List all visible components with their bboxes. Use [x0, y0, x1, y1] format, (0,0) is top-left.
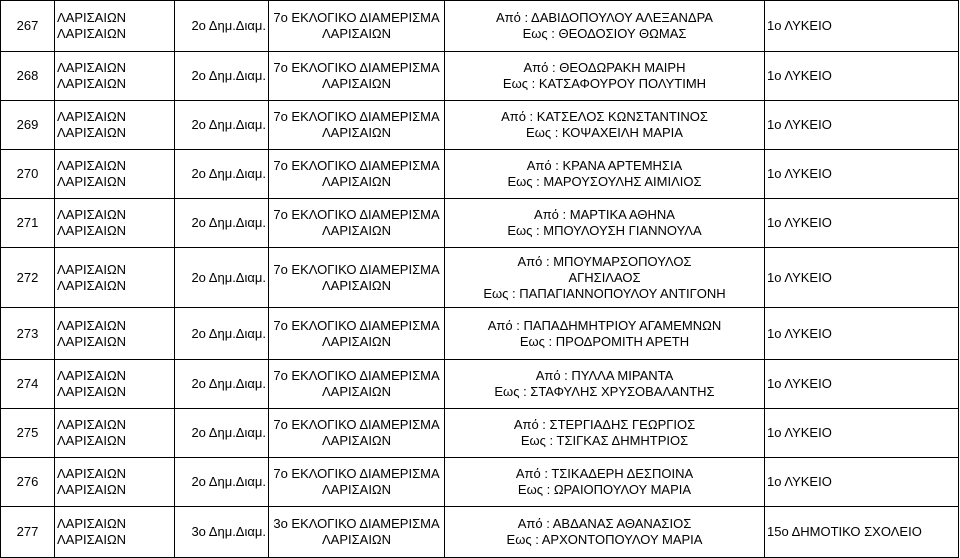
table-row — [1, 507, 959, 558]
municipality-cell — [55, 308, 175, 360]
municipal-unit-cell: 2ο Δημ.Διαμ. — [175, 199, 269, 248]
table-row — [1, 101, 959, 150]
division-line: 7ο ΕΚΛΟΓΙΚΟ ΔΙΑΜΕΡΙΣΜΑ — [273, 317, 440, 333]
range-line: Από : ΣΤΕΡΓΙΑΔΗΣ ΓΕΩΡΓΙΟΣ — [513, 417, 696, 432]
electoral-division-cell — [269, 360, 445, 409]
municipality-line: ΛΑΡΙΣΑΙΩΝ — [57, 109, 127, 124]
polling-place-cell: 15ο ΔΗΜΟΤΙΚΟ ΣΧΟΛΕΙΟ — [765, 507, 959, 558]
division-line: ΛΑΡΙΣΑΙΩΝ — [321, 174, 392, 189]
municipality-cell — [55, 101, 175, 150]
polling-place-cell: 1ο ΛΥΚΕΙΟ — [765, 150, 959, 199]
division-line: 7ο ΕΚΛΟΓΙΚΟ ΔΙΑΜΕΡΙΣΜΑ — [273, 109, 440, 124]
municipal-unit-cell: 2ο Δημ.Διαμ. — [175, 308, 269, 360]
range-line: Από : ΠΥΛΛΑ ΜΙΡΑΝΤΑ — [535, 368, 674, 383]
electoral-division-cell — [269, 101, 445, 150]
polling-place-cell: 1ο ΛΥΚΕΙΟ — [765, 52, 959, 101]
municipality-line: ΛΑΡΙΣΑΙΩΝ — [57, 384, 127, 399]
municipality-cell — [55, 199, 175, 248]
division-line: 7ο ΕΚΛΟΓΙΚΟ ΔΙΑΜΕΡΙΣΜΑ — [273, 10, 440, 25]
table-row — [1, 1, 959, 52]
polling-place-cell: 1ο ΛΥΚΕΙΟ — [765, 409, 959, 458]
division-line: 7ο ΕΚΛΟΓΙΚΟ ΔΙΑΜΕΡΙΣΜΑ — [273, 261, 440, 277]
division-line: 3ο ΕΚΛΟΓΙΚΟ ΔΙΑΜΕΡΙΣΜΑ — [273, 516, 440, 531]
table-row — [1, 409, 959, 458]
municipality-cell — [55, 458, 175, 507]
table-row — [1, 52, 959, 101]
station-number-cell: 275 — [1, 409, 55, 458]
range-line: ΑΓΗΣΙΛΑΟΣ — [568, 269, 641, 285]
municipality-line: ΛΑΡΙΣΑΙΩΝ — [57, 317, 127, 333]
surname-range-cell — [445, 199, 765, 248]
table-row — [1, 199, 959, 248]
table-body — [1, 1, 959, 558]
division-line: ΛΑΡΙΣΑΙΩΝ — [321, 433, 392, 448]
station-number-cell: 271 — [1, 199, 55, 248]
table-row — [1, 308, 959, 360]
range-line: Εως : ΤΣΙΓΚΑΣ ΔΗΜΗΤΡΙΟΣ — [520, 433, 689, 448]
electoral-division-cell — [269, 507, 445, 558]
municipal-unit-cell: 2ο Δημ.Διαμ. — [175, 101, 269, 150]
division-line: ΛΑΡΙΣΑΙΩΝ — [321, 482, 392, 497]
municipality-line: ΛΑΡΙΣΑΙΩΝ — [57, 10, 127, 25]
division-line: ΛΑΡΙΣΑΙΩΝ — [321, 277, 392, 293]
municipality-cell — [55, 248, 175, 308]
station-number-cell: 267 — [1, 1, 55, 52]
range-line: Εως : ΘΕΟΔΟΣΙΟΥ ΘΩΜΑΣ — [522, 26, 687, 41]
station-number-cell: 276 — [1, 458, 55, 507]
municipal-unit-cell: 2ο Δημ.Διαμ. — [175, 150, 269, 199]
municipality-line: ΛΑΡΙΣΑΙΩΝ — [57, 417, 127, 432]
range-line: Από : ΚΡΑΝΑ ΑΡΤΕΜΗΣΙΑ — [526, 158, 683, 173]
polling-place-cell: 1ο ΛΥΚΕΙΟ — [765, 308, 959, 360]
electoral-division-cell — [269, 199, 445, 248]
municipality-line: ΛΑΡΙΣΑΙΩΝ — [57, 532, 127, 547]
surname-range-cell — [445, 507, 765, 558]
polling-place-cell: 1ο ΛΥΚΕΙΟ — [765, 360, 959, 409]
station-number-cell: 268 — [1, 52, 55, 101]
station-number-cell: 274 — [1, 360, 55, 409]
surname-range-cell — [445, 52, 765, 101]
municipality-line: ΛΑΡΙΣΑΙΩΝ — [57, 207, 127, 222]
range-line: Από : ΤΣΙΚΑΔΕΡΗ ΔΕΣΠΟΙΝΑ — [515, 466, 694, 481]
municipality-line: ΛΑΡΙΣΑΙΩΝ — [57, 261, 127, 277]
range-line: Από : ΘΕΟΔΩΡΑΚΗ ΜΑΙΡΗ — [523, 60, 686, 75]
division-line: ΛΑΡΙΣΑΙΩΝ — [321, 125, 392, 140]
division-line: 7ο ΕΚΛΟΓΙΚΟ ΔΙΑΜΕΡΙΣΜΑ — [273, 417, 440, 432]
division-line: 7ο ΕΚΛΟΓΙΚΟ ΔΙΑΜΕΡΙΣΜΑ — [273, 207, 440, 222]
division-line: ΛΑΡΙΣΑΙΩΝ — [321, 26, 392, 41]
station-number-cell: 273 — [1, 308, 55, 360]
division-line: ΛΑΡΙΣΑΙΩΝ — [321, 384, 392, 399]
division-line: 7ο ΕΚΛΟΓΙΚΟ ΔΙΑΜΕΡΙΣΜΑ — [273, 368, 440, 383]
range-line: Εως : ΚΟΨΑΧΕΙΛΗ ΜΑΡΙΑ — [526, 125, 683, 140]
division-line: ΛΑΡΙΣΑΙΩΝ — [321, 76, 392, 91]
division-line: ΛΑΡΙΣΑΙΩΝ — [321, 223, 392, 238]
electoral-division-cell — [269, 308, 445, 360]
polling-place-cell: 1ο ΛΥΚΕΙΟ — [765, 199, 959, 248]
municipality-line: ΛΑΡΙΣΑΙΩΝ — [57, 174, 127, 189]
municipality-line: ΛΑΡΙΣΑΙΩΝ — [57, 482, 127, 497]
municipality-cell — [55, 360, 175, 409]
polling-place-cell: 1ο ΛΥΚΕΙΟ — [765, 101, 959, 150]
municipality-line: ΛΑΡΙΣΑΙΩΝ — [57, 368, 127, 383]
electoral-division-cell — [269, 150, 445, 199]
polling-place-cell: 1ο ΛΥΚΕΙΟ — [765, 248, 959, 308]
municipality-cell — [55, 409, 175, 458]
range-line: Εως : ΩΡΑΙΟΠΟΥΛΟΥ ΜΑΡΙΑ — [517, 482, 692, 497]
station-number-cell: 272 — [1, 248, 55, 308]
electoral-division-cell — [269, 409, 445, 458]
range-line: Εως : ΜΑΡΟΥΣΟΥΛΗΣ ΑΙΜΙΛΙΟΣ — [507, 174, 702, 189]
range-line: Από : ΑΒΔΑΝΑΣ ΑΘΑΝΑΣΙΟΣ — [517, 516, 692, 531]
division-line: 7ο ΕΚΛΟΓΙΚΟ ΔΙΑΜΕΡΙΣΜΑ — [273, 158, 440, 173]
range-line: Εως : ΚΑΤΣΑΦΟΥΡΟΥ ΠΟΛΥΤΙΜΗ — [502, 76, 707, 91]
range-line: Από : ΜΑΡΤΙΚΑ ΑΘΗΝΑ — [534, 207, 675, 222]
range-line: Εως : ΠΑΠΑΓΙΑΝΝΟΠΟΥΛΟΥ ΑΝΤΙΓΟΝΗ — [483, 285, 726, 301]
surname-range-cell — [445, 101, 765, 150]
table-row — [1, 360, 959, 409]
municipality-cell — [55, 150, 175, 199]
range-line: Εως : ΠΡΟΔΡΟΜΙΤΗ ΑΡΕΤΗ — [519, 333, 690, 349]
range-line: Από : ΠΑΠΑΔΗΜΗΤΡΙΟΥ ΑΓΑΜΕΜΝΩΝ — [487, 317, 722, 333]
municipality-line: ΛΑΡΙΣΑΙΩΝ — [57, 516, 127, 531]
range-line: Εως : ΑΡΧΟΝΤΟΠΟΥΛΟΥ ΜΑΡΙΑ — [506, 532, 703, 547]
municipality-line: ΛΑΡΙΣΑΙΩΝ — [57, 223, 127, 238]
municipality-cell — [55, 507, 175, 558]
division-line: ΛΑΡΙΣΑΙΩΝ — [321, 532, 392, 547]
surname-range-cell — [445, 458, 765, 507]
municipal-unit-cell: 2ο Δημ.Διαμ. — [175, 248, 269, 308]
table-row — [1, 248, 959, 308]
electoral-division-cell — [269, 458, 445, 507]
electoral-division-cell — [269, 52, 445, 101]
polling-place-cell: 1ο ΛΥΚΕΙΟ — [765, 458, 959, 507]
surname-range-cell — [445, 409, 765, 458]
station-number-cell: 277 — [1, 507, 55, 558]
municipal-unit-cell: 2ο Δημ.Διαμ. — [175, 458, 269, 507]
division-line: 7ο ΕΚΛΟΓΙΚΟ ΔΙΑΜΕΡΙΣΜΑ — [273, 466, 440, 481]
table-row — [1, 150, 959, 199]
municipal-unit-cell: 2ο Δημ.Διαμ. — [175, 52, 269, 101]
station-number-cell: 269 — [1, 101, 55, 150]
municipal-unit-cell: 2ο Δημ.Διαμ. — [175, 360, 269, 409]
surname-range-cell — [445, 360, 765, 409]
municipality-line: ΛΑΡΙΣΑΙΩΝ — [57, 76, 127, 91]
municipality-line: ΛΑΡΙΣΑΙΩΝ — [57, 333, 127, 349]
division-line: ΛΑΡΙΣΑΙΩΝ — [321, 333, 392, 349]
municipality-line: ΛΑΡΙΣΑΙΩΝ — [57, 125, 127, 140]
municipality-cell — [55, 52, 175, 101]
surname-range-cell — [445, 150, 765, 199]
range-line: Από : ΜΠΟΥΜΑΡΣΟΠΟΥΛΟΣ — [517, 253, 692, 269]
municipality-line: ΛΑΡΙΣΑΙΩΝ — [57, 26, 127, 41]
range-line: Από : ΚΑΤΣΕΛΟΣ ΚΩΝΣΤΑΝΤΙΝΟΣ — [501, 109, 708, 124]
surname-range-cell — [445, 1, 765, 52]
table-row — [1, 458, 959, 507]
surname-range-cell — [445, 248, 765, 308]
polling-place-cell: 1ο ΛΥΚΕΙΟ — [765, 1, 959, 52]
municipality-line: ΛΑΡΙΣΑΙΩΝ — [57, 433, 127, 448]
municipality-line: ΛΑΡΙΣΑΙΩΝ — [57, 277, 127, 293]
division-line: 7ο ΕΚΛΟΓΙΚΟ ΔΙΑΜΕΡΙΣΜΑ — [273, 60, 440, 75]
electoral-division-cell — [269, 1, 445, 52]
municipality-line: ΛΑΡΙΣΑΙΩΝ — [57, 466, 127, 481]
municipality-line: ΛΑΡΙΣΑΙΩΝ — [57, 60, 127, 75]
municipal-unit-cell: 3ο Δημ.Διαμ. — [175, 507, 269, 558]
municipal-unit-cell: 2ο Δημ.Διαμ. — [175, 1, 269, 52]
electoral-division-cell — [269, 248, 445, 308]
municipality-line: ΛΑΡΙΣΑΙΩΝ — [57, 158, 127, 173]
municipal-unit-cell: 2ο Δημ.Διαμ. — [175, 409, 269, 458]
range-line: Από : ΔΑΒΙΔΟΠΟΥΛΟΥ ΑΛΕΞΑΝΔΡΑ — [496, 10, 713, 25]
municipality-cell — [55, 1, 175, 52]
surname-range-cell — [445, 308, 765, 360]
station-number-cell: 270 — [1, 150, 55, 199]
range-line: Εως : ΣΤΑΦΥΛΗΣ ΧΡΥΣΟΒΑΛΑΝΤΗΣ — [494, 384, 715, 399]
range-line: Εως : ΜΠΟΥΛΟΥΣΗ ΓΙΑΝΝΟΥΛΑ — [507, 223, 702, 238]
